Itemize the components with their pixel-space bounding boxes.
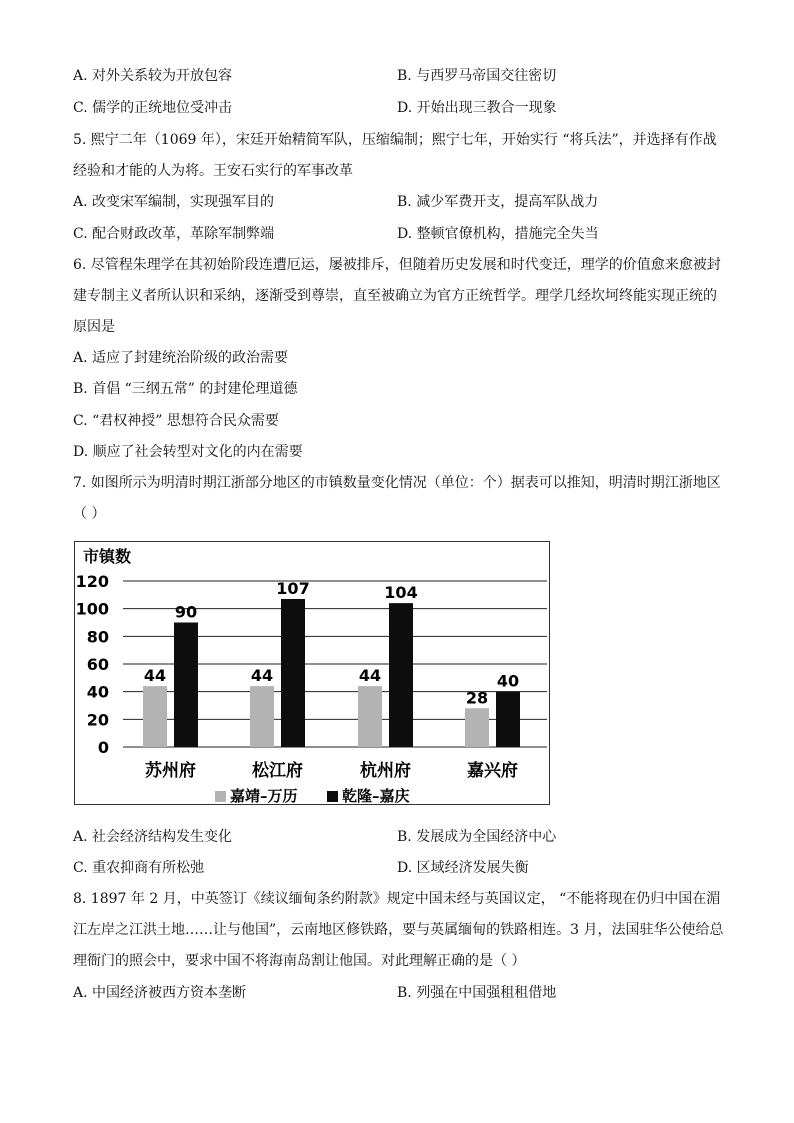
bar <box>143 686 167 747</box>
legend-swatch <box>327 791 338 802</box>
q6-option-c: C. “君权神授” 思想符合民众需要 <box>73 413 279 429</box>
bar <box>496 692 520 747</box>
q8-option-a: A. 中国经济被西方资本垄断 <box>73 985 247 1001</box>
data-label: 104 <box>384 583 418 603</box>
q5-option-d: D. 整顿官僚机构，措施完全失当 <box>397 226 599 242</box>
q7-stem-line1: 7. 如图所示为明清时期江浙部分地区的市镇数量变化情况（单位：个）据表可以推知，明清时期江浙地区 <box>73 475 721 491</box>
y-tick-label: 0 <box>97 738 109 757</box>
q5-stem-line1: 5. 熙宁二年（1069 年），宋廷开始精简军队，压缩编制；熙宁七年，开始实行 “将兵法”，并选择有作战 <box>73 132 717 148</box>
q4-option-d: D. 开始出现三教合一现象 <box>397 100 557 116</box>
q6-option-b: B. 首倡 “三纲五常” 的封建伦理道德 <box>73 381 298 397</box>
y-tick-label: 20 <box>86 710 109 730</box>
q4-option-c: C. 儒学的正统地位受冲击 <box>73 100 233 116</box>
data-label: 90 <box>174 602 198 622</box>
chart-legend <box>215 787 410 805</box>
q6-option-a: A. 适应了封建统治阶级的政治需要 <box>73 350 289 366</box>
q7-stem-line2: （ ） <box>73 506 106 522</box>
q8-stem-line2: 江左岸之江洪土地……让与他国”，云南地区修铁路，要与英属缅甸的铁路相连。3 月，法国驻华公使给总 <box>73 922 724 938</box>
q4-option-b: B. 与西罗马帝国交往密切 <box>397 68 557 84</box>
y-tick-label: 120 <box>75 572 109 591</box>
category-label: 嘉兴府 <box>467 761 518 781</box>
bar <box>358 686 382 747</box>
data-label: 44 <box>143 666 167 686</box>
q8-stem-line3: 理衙门的照会中，要求中国不将海南岛割让他国。对此理解正确的是（ ） <box>73 953 526 969</box>
y-tick-label: 40 <box>86 682 109 702</box>
category-label: 苏州府 <box>145 761 196 781</box>
q8-option-b: B. 列强在中国强租租借地 <box>397 985 557 1001</box>
data-label: 44 <box>358 666 382 686</box>
q6-stem-line2: 建专制主义者所认识和采纳，逐渐受到尊崇，直至被确立为官方正统哲学。理学几经坎坷终能实现正统的 <box>73 288 717 304</box>
legend-label: 乾隆–嘉庆 <box>342 787 410 805</box>
data-label: 28 <box>465 688 489 708</box>
q7-option-c: C. 重农抑商有所松弛 <box>73 860 205 876</box>
q7-option-d: D. 区域经济发展失衡 <box>397 860 529 876</box>
y-tick-label: 100 <box>75 599 109 619</box>
q6-stem-line1: 6. 尽管程朱理学在其初始阶段连遭厄运，屡被排斥，但随着历史发展和时代变迁，理学的价值愈来愈被封 <box>73 257 721 273</box>
bar <box>174 623 198 748</box>
q8-stem-line1: 8. 1897 年 2 月，中英签订《续议缅甸条约附款》规定中国未经与英国议定， “不能将现在仍归中国在湄 <box>73 891 721 907</box>
bar <box>281 599 305 747</box>
q7-option-b: B. 发展成为全国经济中心 <box>397 829 557 845</box>
q7-option-a: A. 社会经济结构发生变化 <box>73 829 233 845</box>
q4-option-a: A. 对外关系较为开放包容 <box>73 68 233 84</box>
bar <box>250 686 274 747</box>
q5-option-c: C. 配合财政改革，革除军制弊端 <box>73 226 275 242</box>
legend-label: 嘉靖–万历 <box>230 787 298 805</box>
market-town-chart <box>74 541 550 805</box>
chart-title: 市镇数 <box>83 547 132 566</box>
q5-option-b: B. 减少军费开支，提高军队战力 <box>397 194 599 210</box>
chart-bars <box>143 599 520 747</box>
q6-stem-line3: 原因是 <box>73 319 115 335</box>
data-label: 44 <box>250 666 274 686</box>
chart-svg <box>75 542 551 806</box>
legend-swatch <box>215 791 226 802</box>
bar <box>465 708 489 747</box>
q5-stem-line2: 经验和才能的人为将。王安石实行的军事改革 <box>73 163 353 179</box>
q6-option-d: D. 顺应了社会转型对文化的内在需要 <box>73 444 303 460</box>
q5-option-a: A. 改变宋军编制，实现强军目的 <box>73 194 275 210</box>
data-label: 40 <box>496 671 520 691</box>
data-label: 107 <box>276 578 310 598</box>
category-label: 松江府 <box>252 761 303 781</box>
bar <box>389 603 413 747</box>
y-tick-label: 60 <box>86 655 109 674</box>
y-tick-label: 80 <box>86 627 109 647</box>
category-label: 杭州府 <box>360 761 411 781</box>
